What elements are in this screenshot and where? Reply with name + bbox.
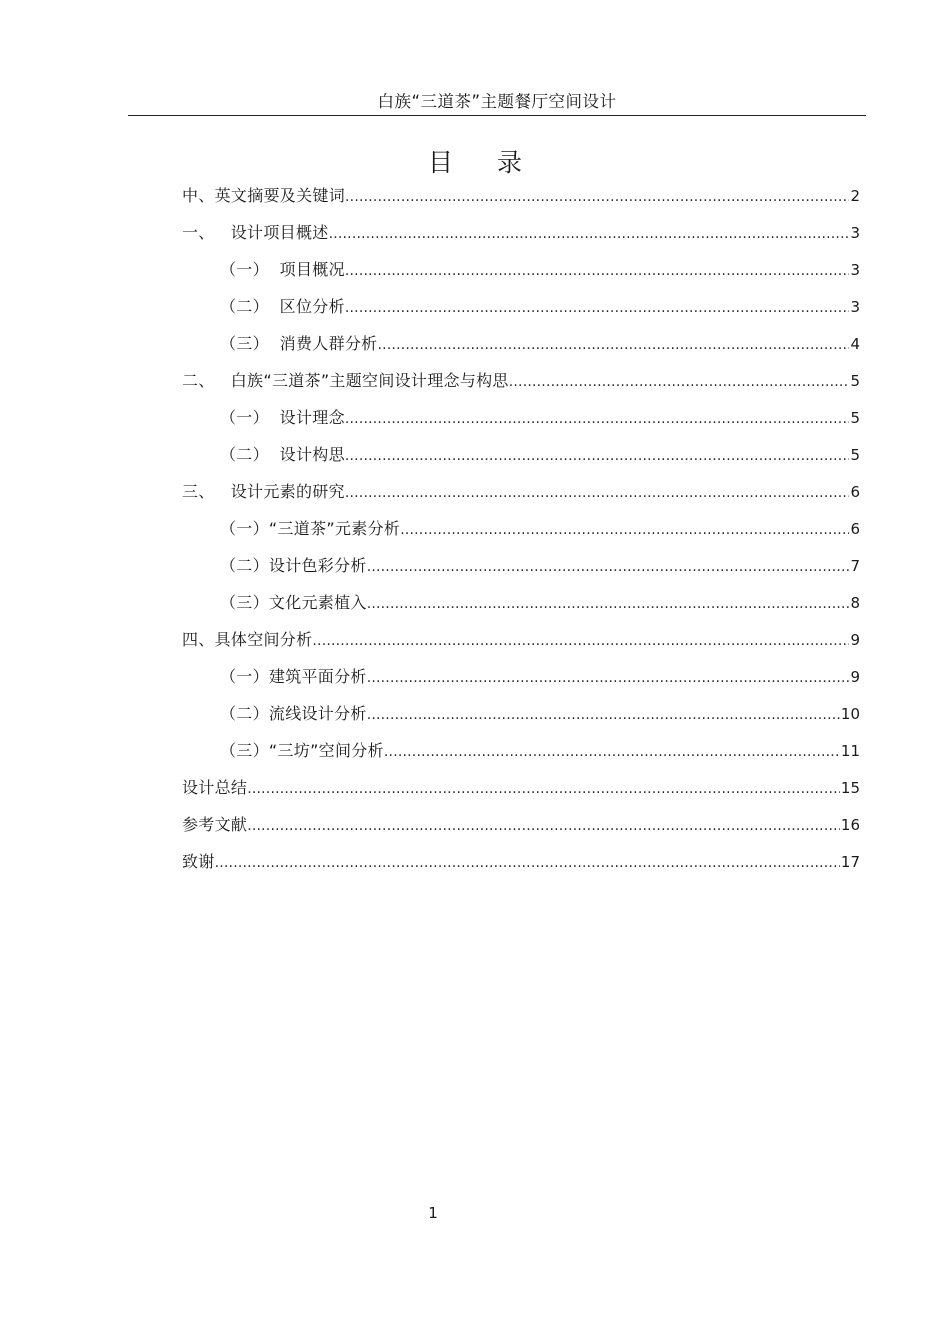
toc-dot-leader: [509, 369, 850, 395]
toc-entry-page: 9: [850, 631, 860, 649]
toc-entry[interactable]: [182, 479, 860, 505]
toc-entry-label: 二、 白族“三道茶”主题空间设计理念与构思: [182, 371, 509, 390]
toc-entry-label: （二）设计色彩分析: [220, 556, 367, 575]
toc-dot-leader: [367, 554, 850, 580]
toc-title: 目录: [427, 148, 566, 177]
toc-entry-page: 15: [840, 779, 860, 797]
toc-entry-page: 5: [850, 409, 860, 427]
toc-dot-leader: [345, 406, 850, 432]
toc-entry[interactable]: [220, 738, 860, 764]
toc-entry-page: 7: [850, 557, 860, 575]
toc-entry-page: 3: [850, 261, 860, 279]
toc-entry-label: （一） 项目概况: [220, 260, 345, 279]
toc-dot-leader: [329, 221, 850, 247]
toc-dot-leader: [215, 850, 840, 876]
toc-dot-leader: [400, 517, 849, 543]
toc-entry[interactable]: [220, 553, 860, 579]
toc-dot-leader: [367, 702, 840, 728]
toc-entry-label: （三）文化元素植入: [220, 593, 367, 612]
toc-entry-label: （二）流线设计分析: [220, 704, 367, 723]
toc-entry[interactable]: [182, 812, 860, 838]
toc-entry-page: 11: [840, 742, 860, 760]
toc-dot-leader: [247, 813, 840, 839]
toc-entry-label: （二） 设计构思: [220, 445, 345, 464]
toc-entry[interactable]: [220, 294, 860, 320]
toc-entry-page: 4: [850, 335, 860, 353]
toc-entry-label: （一）“三道茶”元素分析: [220, 519, 401, 538]
toc-entry-page: 10: [840, 705, 860, 723]
toc-entry-label: 四、具体空间分析: [182, 630, 313, 649]
toc-dot-leader: [345, 184, 849, 210]
toc-entry[interactable]: [182, 183, 860, 209]
header-rule: [128, 115, 866, 116]
toc-entry-label: 中、英文摘要及关键词: [182, 186, 346, 205]
toc-entry-page: 9: [850, 668, 860, 686]
toc-dot-leader: [345, 443, 850, 469]
toc-entry-page: 16: [840, 816, 860, 834]
toc-dot-leader: [384, 739, 840, 765]
toc-dot-leader: [345, 295, 850, 321]
toc-entry-label: 参考文献: [182, 815, 248, 834]
toc-entry[interactable]: [220, 405, 860, 431]
toc-dot-leader: [312, 628, 849, 654]
running-header: 白族“三道茶”主题餐厅空间设计: [377, 92, 617, 111]
toc-dot-leader: [247, 776, 840, 802]
toc-entry-label: （一） 设计理念: [220, 408, 345, 427]
toc-entry-page: 5: [850, 372, 860, 390]
toc-dot-leader: [367, 665, 850, 691]
toc-entry-label: 致谢: [182, 852, 215, 871]
toc-entry[interactable]: [182, 627, 860, 653]
toc-entry[interactable]: [220, 664, 860, 690]
toc-entry-label: （一）建筑平面分析: [220, 667, 367, 686]
toc-dot-leader: [367, 591, 850, 617]
toc-dot-leader: [377, 332, 849, 358]
toc-entry-page: 6: [850, 483, 860, 501]
toc-dot-leader: [345, 480, 850, 506]
toc-entry-page: 3: [850, 298, 860, 316]
toc-entry-page: 17: [840, 853, 860, 871]
toc-entry-label: 一、 设计项目概述: [182, 223, 329, 242]
toc-entry[interactable]: [220, 331, 860, 357]
toc-entry[interactable]: [220, 590, 860, 616]
toc-entry[interactable]: [182, 368, 860, 394]
toc-entry[interactable]: [220, 701, 860, 727]
toc-entry-label: （三）“三坊”空间分析: [220, 741, 384, 760]
toc-entry-label: （三） 消费人群分析: [220, 334, 378, 353]
toc-entry-page: 6: [850, 520, 860, 538]
toc-entry[interactable]: [182, 220, 860, 246]
toc-entry[interactable]: [182, 775, 860, 801]
toc-entry-page: 5: [850, 446, 860, 464]
toc-entry[interactable]: [220, 516, 860, 542]
toc-entry[interactable]: [220, 257, 860, 283]
toc-entry-label: 三、 设计元素的研究: [182, 482, 345, 501]
toc-entry[interactable]: [182, 849, 860, 875]
toc-entry-label: （二） 区位分析: [220, 297, 345, 316]
page-number: 1: [428, 1204, 438, 1222]
toc-entry-page: 8: [850, 594, 860, 612]
toc-entry-label: 设计总结: [182, 778, 248, 797]
toc-entry-page: 3: [850, 224, 860, 242]
toc-entry-page: 2: [850, 187, 860, 205]
toc-entry[interactable]: [220, 442, 860, 468]
toc-dot-leader: [345, 258, 850, 284]
